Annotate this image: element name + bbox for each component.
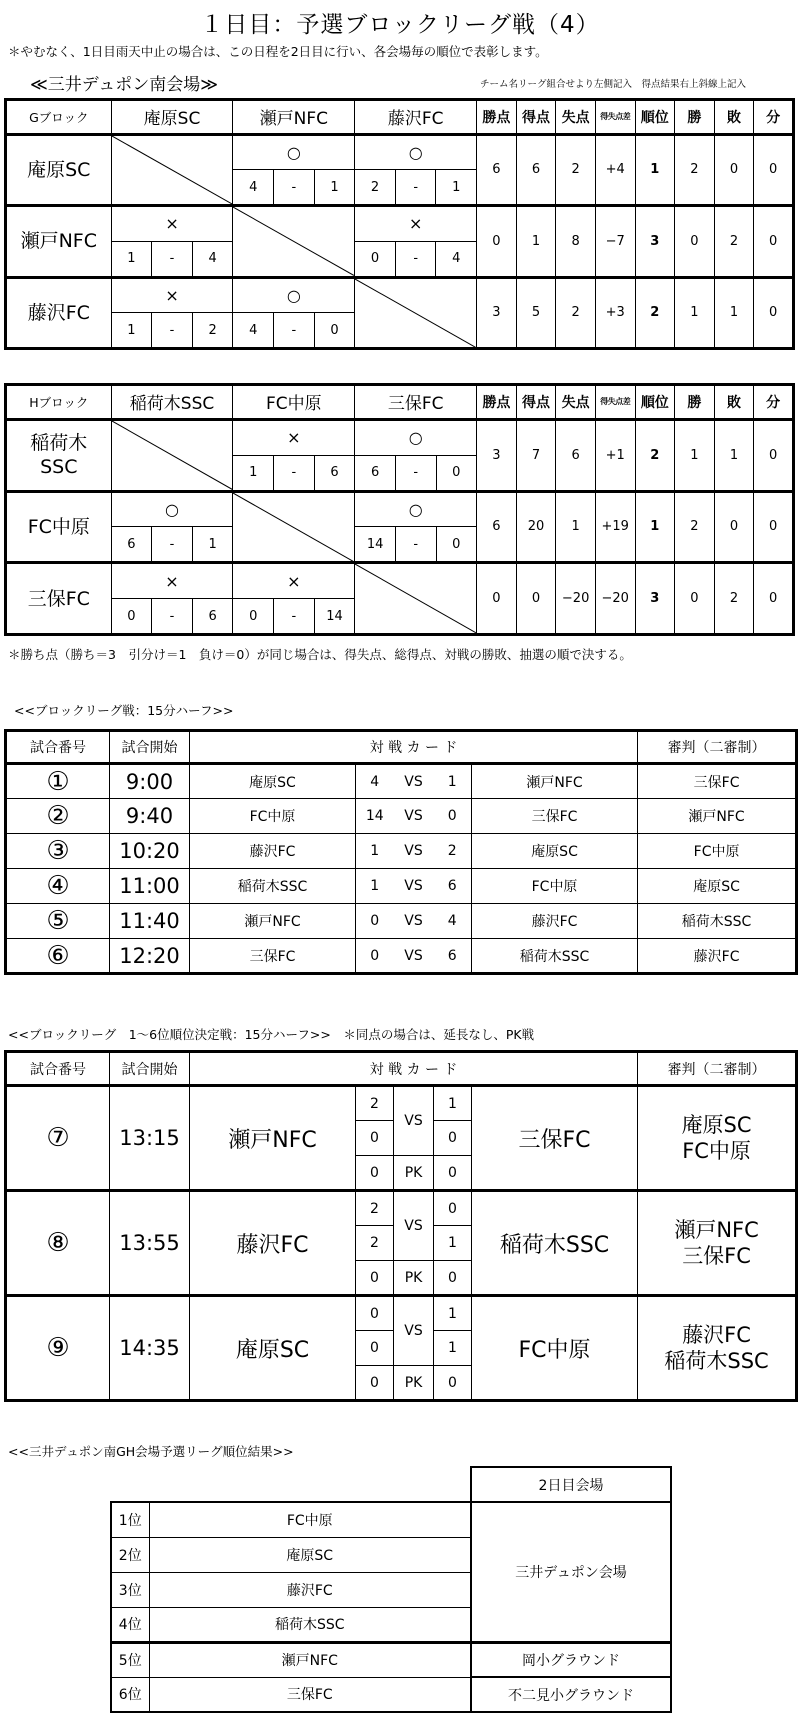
header-referee: 審判（二審制） [638,1052,797,1086]
rank-team: 庵原SC [149,1537,471,1572]
stat-value: 0 [754,563,794,635]
home-half1: 2 [356,1086,394,1121]
score-separator: - [395,241,436,277]
rank-label: 4位 [111,1607,149,1642]
goals-against: 1 [192,527,233,563]
stat-header: 順位 [635,100,675,135]
away-team: 三保FC [472,1086,638,1191]
away-score: 6 [434,939,472,974]
goals-against: 0 [436,455,477,491]
match-number: ⑨ [6,1296,110,1401]
stat-header: 失点 [556,385,596,420]
team-header: FC中原 [233,385,355,420]
stat-header: 得失点差 [595,385,635,420]
home-team: 藤沢FC [190,1191,356,1296]
stat-header: 勝点 [477,100,517,135]
pk-label: PK [394,1261,434,1296]
result-mark: × [111,563,233,599]
goals-for: 1 [111,241,152,277]
goals-for: 1 [111,313,152,349]
page-title: １日目：予選ブロックリーグ戦（4） [200,12,600,38]
goals-against: 1 [436,170,477,206]
goals-for: 0 [111,599,152,635]
match-number: ⑦ [6,1086,110,1191]
home-team: 庵原SC [190,1296,356,1401]
score-separator: - [274,455,315,491]
stat-value: 1 [516,206,556,277]
diagonal-line [355,279,476,348]
rain-note: ＊やむなく、1日目雨天中止の場合は、この日程を2日目に行い、各会場毎の順位で表彰します。 [8,44,548,59]
match-time: 11:40 [110,904,190,939]
match-time: 13:55 [110,1191,190,1296]
away-pk: 0 [434,1156,472,1191]
stat-value: 1 [675,419,715,491]
stat-value: 2 [635,419,675,491]
match-time: 10:20 [110,834,190,869]
goals-for: 0 [355,241,396,277]
home-half2: 0 [356,1121,394,1156]
venue-header: 2日目会場 [471,1467,671,1502]
result-mark: ○ [111,491,233,527]
match-number: ① [6,764,110,799]
stat-value: −20 [595,563,635,635]
block-label: Hブロック [6,385,112,420]
venue-day2: 岡小グラウンド [471,1642,671,1677]
match-number: ⑥ [6,939,110,974]
header-card: 対 戦 カ ー ド [190,731,638,764]
stat-header: 分 [754,385,794,420]
league-heading: <<ブロックリーグ戦：15分ハーフ>> [14,703,234,718]
stat-value: 0 [516,563,556,635]
result-mark: ○ [233,277,355,313]
stat-value: 6 [516,134,556,205]
results-heading: <<三井デュポン南GH会場予選リーグ順位結果>> [8,1444,294,1459]
stat-value: −7 [595,206,635,277]
goals-against: 6 [314,455,355,491]
header-match-no: 試合番号 [6,731,110,764]
stat-value: 1 [714,277,754,349]
team-header: 三保FC [355,385,477,420]
team-row-label: 三保FC [6,563,112,635]
home-team: 瀬戸NFC [190,1086,356,1191]
referee: 稲荷木SSC [638,904,797,939]
vs-label: VS [394,799,434,834]
rank-team: 瀬戸NFC [149,1642,471,1677]
score-separator: - [152,527,193,563]
result-mark: ○ [355,491,477,527]
referee: 藤沢FC [638,939,797,974]
header-start: 試合開始 [110,1052,190,1086]
home-score: 0 [356,904,394,939]
stat-value: 0 [754,491,794,563]
match-number: ② [6,799,110,834]
vs-label: VS [394,834,434,869]
goals-against: 6 [192,599,233,635]
stat-value: 0 [754,277,794,349]
home-score: 1 [356,869,394,904]
away-half1: 0 [434,1191,472,1226]
away-team: 庵原SC [472,834,638,869]
stat-value: 3 [477,277,517,349]
away-team: 稲荷木SSC [472,939,638,974]
rank-label: 3位 [111,1572,149,1607]
goals-for: 4 [233,170,274,206]
stat-value: 0 [754,419,794,491]
score-separator: - [274,313,315,349]
match-time: 11:00 [110,869,190,904]
rank-label: 2位 [111,1537,149,1572]
score-separator: - [395,527,436,563]
home-half1: 0 [356,1296,394,1331]
away-team: FC中原 [472,1296,638,1401]
blank-cell [111,1467,471,1502]
referee-2: FC中原 [682,1139,751,1163]
result-mark: ○ [355,419,477,455]
score-separator: - [152,599,193,635]
match-time: 9:00 [110,764,190,799]
away-half2: 1 [434,1331,472,1366]
match-time: 9:40 [110,799,190,834]
self-match-cell [355,563,477,635]
stat-value: 2 [714,563,754,635]
diagonal-line [355,564,476,633]
stat-value: 0 [675,563,715,635]
stat-header: 得点 [516,100,556,135]
placement-heading: <<ブロックリーグ 1～6位順位決定戦：15分ハーフ>> ＊同点の場合は、延長なし、PK戦 [8,1027,535,1042]
home-pk: 0 [356,1261,394,1296]
match-time: 13:15 [110,1086,190,1191]
stat-value: 0 [675,206,715,277]
away-team: 三保FC [472,799,638,834]
match-number: ⑧ [6,1191,110,1296]
goals-against: 0 [436,527,477,563]
team-header: 稲荷木SSC [111,385,233,420]
away-team: FC中原 [472,869,638,904]
referee-2: 稲荷木SSC [664,1349,769,1373]
venue-title: ≪三井デュポン南会場≫ [30,75,219,95]
goals-against: 0 [314,313,355,349]
away-team: 稲荷木SSC [472,1191,638,1296]
vs-label: VS [394,1191,434,1261]
referee-1: 瀬戸NFC [674,1218,759,1242]
result-mark: ○ [355,134,477,170]
home-score: 0 [356,939,394,974]
home-score: 1 [356,834,394,869]
stat-header: 順位 [635,385,675,420]
rank-team: 藤沢FC [149,1572,471,1607]
stat-value: 2 [675,491,715,563]
stat-value: −20 [556,563,596,635]
vs-label: VS [394,939,434,974]
referees [638,1191,797,1296]
team-row-label: FC中原 [6,491,112,563]
home-team: FC中原 [190,799,356,834]
score-separator: - [274,599,315,635]
away-half1: 1 [434,1086,472,1121]
goals-against: 4 [436,241,477,277]
away-team: 藤沢FC [472,904,638,939]
home-team: 稲荷木SSC [190,869,356,904]
referee: FC中原 [638,834,797,869]
referee-2: 三保FC [682,1244,751,1268]
stat-header: 勝 [675,385,715,420]
self-match-cell [111,134,233,205]
away-half1: 1 [434,1296,472,1331]
block-label: Gブロック [6,100,112,135]
stat-value: +19 [595,491,635,563]
match-time: 12:20 [110,939,190,974]
team-row-label: 瀬戸NFC [6,206,112,277]
vs-label: VS [394,764,434,799]
goals-against: 2 [192,313,233,349]
result-mark: ○ [233,134,355,170]
stat-header: 得点 [516,385,556,420]
goals-for: 14 [355,527,396,563]
header-start: 試合開始 [110,731,190,764]
stat-value: 2 [675,134,715,205]
pk-label: PK [394,1366,434,1401]
stat-value: 0 [477,206,517,277]
result-mark: × [111,206,233,242]
team-row-label: 庵原SC [6,134,112,205]
stat-value: 6 [556,419,596,491]
vs-label: VS [394,1296,434,1366]
stat-value: 0 [754,134,794,205]
goals-for: 2 [355,170,396,206]
goals-against: 4 [192,241,233,277]
home-pk: 0 [356,1156,394,1191]
away-half2: 0 [434,1121,472,1156]
home-team: 三保FC [190,939,356,974]
rank-label: 1位 [111,1502,149,1537]
stat-value: +4 [595,134,635,205]
away-score: 2 [434,834,472,869]
stat-value: 5 [516,277,556,349]
referee: 瀬戸NFC [638,799,797,834]
home-pk: 0 [356,1366,394,1401]
stat-value: 0 [754,206,794,277]
stat-value: +1 [595,419,635,491]
away-pk: 0 [434,1366,472,1401]
diagonal-line [233,207,354,275]
home-half2: 2 [356,1226,394,1261]
stat-value: 20 [516,491,556,563]
header-card: 対 戦 カ ー ド [190,1052,638,1086]
self-match-cell [233,206,355,277]
self-match-cell [233,491,355,563]
rank-team: FC中原 [149,1502,471,1537]
goals-against: 1 [314,170,355,206]
away-score: 6 [434,869,472,904]
rank-label: 6位 [111,1677,149,1712]
stat-value: 8 [556,206,596,277]
stat-value: 1 [714,419,754,491]
vs-label: VS [394,869,434,904]
team-row-label: 藤沢FC [6,277,112,349]
stat-header: 分 [754,100,794,135]
away-score: 1 [434,764,472,799]
away-score: 4 [434,904,472,939]
result-mark: × [111,277,233,313]
stat-value: 6 [477,491,517,563]
stat-value: 1 [635,491,675,563]
home-half1: 2 [356,1191,394,1226]
match-number: ③ [6,834,110,869]
stat-header: 得失点差 [595,100,635,135]
league-schedule-table [4,729,798,975]
home-team: 瀬戸NFC [190,904,356,939]
placement-schedule-table [4,1050,798,1402]
home-team: 庵原SC [190,764,356,799]
venue-day2: 不二見小グラウンド [471,1677,671,1712]
stat-value: 2 [556,134,596,205]
stat-value: 2 [556,277,596,349]
stat-value: 3 [477,419,517,491]
tiebreak-note: ＊勝ち点（勝ち＝3 引分け＝1 負け＝0）が同じ場合は、得失点、総得点、対戦の勝敗、抽選の順で決する。 [8,647,632,662]
match-time: 14:35 [110,1296,190,1401]
stat-value: 0 [714,134,754,205]
stat-value: 6 [477,134,517,205]
stat-header: 勝 [675,100,715,135]
referees [638,1086,797,1191]
header-match-no: 試合番号 [6,1052,110,1086]
score-separator: - [395,170,436,206]
stat-value: 1 [556,491,596,563]
result-mark: × [355,206,477,242]
stat-value: 1 [635,134,675,205]
group-h-table [4,383,795,636]
away-team: 瀬戸NFC [472,764,638,799]
results-table [110,1466,672,1713]
referee-1: 藤沢FC [682,1323,751,1347]
home-score: 14 [356,799,394,834]
rank-label: 5位 [111,1642,149,1677]
goals-for: 0 [233,599,274,635]
result-mark: × [233,563,355,599]
stat-value: 0 [714,491,754,563]
home-team: 藤沢FC [190,834,356,869]
group-g-table [4,98,795,350]
away-pk: 0 [434,1261,472,1296]
stat-value: 1 [675,277,715,349]
stat-value: 2 [714,206,754,277]
match-number: ④ [6,869,110,904]
stat-header: 失点 [556,100,596,135]
result-mark: × [233,419,355,455]
diagonal-line [233,493,354,562]
entry-note: チーム名リーグ組合せより左側記入 得点結果右上斜線上記入 [480,79,747,90]
goals-against: 14 [314,599,355,635]
diagonal-line [112,421,233,490]
pk-label: PK [394,1156,434,1191]
stat-header: 勝点 [477,385,517,420]
away-score: 0 [434,799,472,834]
stat-value: 7 [516,419,556,491]
venue-day2: 三井デュポン会場 [471,1502,671,1642]
home-half2: 0 [356,1331,394,1366]
header-referee: 審判（二審制） [638,731,797,764]
rank-team: 三保FC [149,1677,471,1712]
stat-value: 3 [635,206,675,277]
stat-value: 3 [635,563,675,635]
vs-label: VS [394,1086,434,1156]
referee: 三保FC [638,764,797,799]
team-header: 庵原SC [111,100,233,135]
score-separator: - [152,313,193,349]
score-separator: - [274,170,315,206]
referees [638,1296,797,1401]
stat-header: 敗 [714,385,754,420]
team-header: 藤沢FC [355,100,477,135]
score-separator: - [152,241,193,277]
match-number: ⑤ [6,904,110,939]
score-separator: - [395,455,436,491]
self-match-cell [111,419,233,491]
team-row-label: 稲荷木 SSC [6,419,112,491]
goals-for: 4 [233,313,274,349]
stat-value: 0 [477,563,517,635]
stat-value: +3 [595,277,635,349]
home-score: 4 [356,764,394,799]
team-header: 瀬戸NFC [233,100,355,135]
stat-header: 敗 [714,100,754,135]
referee-1: 庵原SC [681,1113,752,1137]
goals-for: 6 [111,527,152,563]
goals-for: 1 [233,455,274,491]
referee: 庵原SC [638,869,797,904]
rank-team: 稲荷木SSC [149,1607,471,1642]
goals-for: 6 [355,455,396,491]
away-half2: 1 [434,1226,472,1261]
self-match-cell [355,277,477,349]
stat-value: 2 [635,277,675,349]
diagonal-line [112,136,233,204]
vs-label: VS [394,904,434,939]
